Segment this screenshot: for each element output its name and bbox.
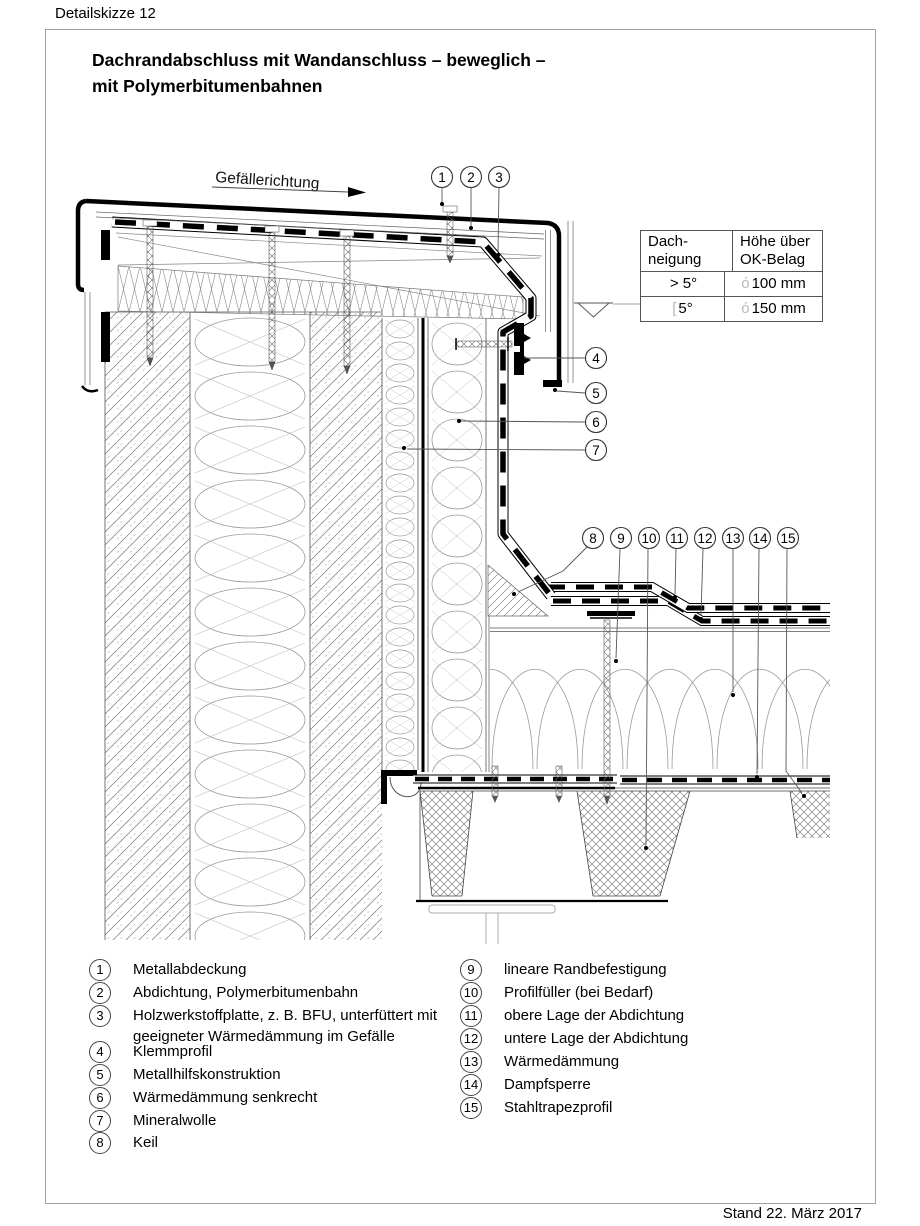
vertical-insulation bbox=[428, 318, 486, 772]
insulation-band-top bbox=[118, 266, 523, 319]
legend-label: untere Lage der Abdichtung bbox=[504, 1030, 689, 1047]
callout-dot bbox=[440, 202, 444, 206]
callout-number: 3 bbox=[495, 169, 503, 185]
legend-item-5 bbox=[89, 1064, 281, 1086]
callout-dot bbox=[802, 794, 806, 798]
table-header-row bbox=[641, 231, 822, 271]
callout-number: 12 bbox=[697, 530, 713, 546]
legend-number: 1 bbox=[89, 959, 111, 981]
legend-label: lineare Randbefestigung bbox=[504, 961, 667, 978]
callout-dot bbox=[673, 595, 677, 599]
mineral-wool-strip bbox=[382, 318, 418, 770]
legend-number: 6 bbox=[89, 1087, 111, 1109]
callout-number: 11 bbox=[669, 530, 685, 546]
legend-label: Profilfüller (bei Bedarf) bbox=[504, 984, 654, 1001]
callout-dot bbox=[520, 356, 524, 360]
steel-beam bbox=[429, 905, 555, 944]
callout-number: 8 bbox=[589, 530, 597, 546]
legend-number: 15 bbox=[460, 1097, 482, 1119]
legend-item-13 bbox=[460, 1051, 619, 1073]
title-line-2: mit Polymerbitumenbahnen bbox=[92, 76, 323, 96]
slope-direction-label: Gefällerichtung bbox=[214, 169, 320, 193]
callout-11 bbox=[667, 528, 688, 600]
legend-number: 12 bbox=[460, 1028, 482, 1050]
legend-label: Abdichtung, Polymerbitumenbahn bbox=[133, 984, 359, 1001]
legend-item-2 bbox=[89, 982, 358, 1004]
legend-item-11 bbox=[460, 1005, 684, 1027]
legend-number: 3 bbox=[89, 1005, 111, 1027]
legend-item-12 bbox=[460, 1028, 688, 1050]
legend-label-line2: geeigneter Wärmedämmung im Gefälle bbox=[133, 1028, 395, 1045]
callout-1 bbox=[432, 167, 453, 207]
legend-label: Klemmprofil bbox=[133, 1043, 213, 1060]
callout-number: 1 bbox=[438, 169, 446, 185]
callout-number: 13 bbox=[725, 530, 741, 546]
steel-trapezoidal-deck bbox=[416, 788, 830, 901]
legend-label: Metallhilfskonstruktion bbox=[133, 1066, 281, 1083]
callout-dot bbox=[512, 592, 516, 596]
legend-item-9 bbox=[460, 959, 667, 981]
edge-strip-screws bbox=[492, 766, 562, 803]
legend-label: Keil bbox=[133, 1134, 159, 1151]
callout-number: 9 bbox=[617, 530, 625, 546]
callout-dot bbox=[614, 659, 618, 663]
wall-cavity-insulation bbox=[190, 312, 310, 940]
legend-label: Holzwerkstoffplatte, z. B. BFU, unterfüttert mit geeigneter Wärmedämmung im Gefälle bbox=[133, 1007, 437, 1045]
table-cell-slope: > 5° bbox=[641, 272, 725, 296]
callout-dot bbox=[469, 226, 473, 230]
table-header-slope: Dach- neigung bbox=[641, 231, 733, 271]
legend-number: 10 bbox=[460, 982, 482, 1004]
legend-item-10 bbox=[460, 982, 653, 1004]
table-cell-height: ó 100 mm bbox=[741, 275, 806, 292]
legend-number: 5 bbox=[89, 1064, 111, 1086]
callout-dot bbox=[402, 446, 406, 450]
callout-dot bbox=[731, 693, 735, 697]
callout-number: 2 bbox=[467, 169, 475, 185]
legend-item-1 bbox=[89, 959, 246, 981]
table-cell-height: ó 150 mm bbox=[741, 300, 806, 317]
legend-label: Wärmedämmung senkrecht bbox=[133, 1089, 318, 1106]
callout-number: 4 bbox=[592, 350, 600, 366]
callout-number: 15 bbox=[780, 530, 796, 546]
callout-dot bbox=[644, 846, 648, 850]
level-marker bbox=[574, 303, 640, 317]
wall-inner-leaf bbox=[310, 312, 382, 940]
legend-label: Wärmedämmung bbox=[504, 1053, 620, 1070]
legend-number: 13 bbox=[460, 1051, 482, 1073]
callout-leader bbox=[557, 391, 585, 393]
legend-item-14 bbox=[460, 1074, 591, 1096]
callout-dot bbox=[553, 388, 557, 392]
legend-label: Metallabdeckung bbox=[133, 961, 247, 978]
callout-dot bbox=[496, 253, 500, 257]
callout-number: 14 bbox=[752, 530, 768, 546]
legend-number: 8 bbox=[89, 1132, 111, 1154]
callout-number: 6 bbox=[592, 414, 600, 430]
legend-item-6 bbox=[89, 1087, 317, 1109]
legend-number: 9 bbox=[460, 959, 482, 981]
callout-number: 10 bbox=[641, 530, 657, 546]
title-line-1: Dachrandabschluss mit Wandanschluss – beweglich – bbox=[92, 50, 546, 70]
slope-height-table bbox=[640, 230, 823, 322]
callout-number: 7 bbox=[592, 442, 600, 458]
legend-item-7 bbox=[89, 1110, 216, 1132]
callout-3 bbox=[489, 167, 510, 258]
table-row bbox=[641, 271, 822, 296]
legend-number: 4 bbox=[89, 1041, 111, 1063]
legend-item-15 bbox=[460, 1097, 612, 1119]
legend-number: 11 bbox=[460, 1005, 482, 1027]
callout-dot bbox=[699, 617, 703, 621]
table-row bbox=[641, 296, 822, 321]
callout-dot bbox=[457, 419, 461, 423]
slope-direction bbox=[212, 169, 366, 197]
legend-label: Mineralwolle bbox=[133, 1112, 217, 1129]
legend-item-4 bbox=[89, 1041, 212, 1063]
roof-field-insulation bbox=[489, 616, 830, 772]
slope-arrow-head bbox=[348, 187, 366, 197]
callout-4 bbox=[520, 348, 607, 369]
callout-leader bbox=[498, 188, 499, 252]
legend-number: 7 bbox=[89, 1110, 111, 1132]
legend-number: 14 bbox=[460, 1074, 482, 1096]
legend-label: Stahltrapezprofil bbox=[504, 1099, 613, 1116]
callout-leader bbox=[675, 549, 676, 594]
wall-outer-leaf bbox=[105, 312, 190, 940]
page-title bbox=[92, 47, 546, 99]
membrane-edge-strip bbox=[413, 779, 617, 788]
legend-label: obere Lage der Abdichtung bbox=[504, 1007, 685, 1024]
callout-number: 5 bbox=[592, 385, 600, 401]
legend-item-8 bbox=[89, 1132, 158, 1154]
table-cell-slope: [ 5° bbox=[641, 297, 725, 321]
table-header-height: Höhe über OK-Belag bbox=[740, 233, 811, 268]
legend-label: Dampfsperre bbox=[504, 1076, 591, 1093]
revision-date: Stand 22. März 2017 bbox=[722, 1205, 862, 1222]
sheet-number-label: Detailskizze 12 bbox=[55, 5, 156, 22]
legend-number: 2 bbox=[89, 982, 111, 1004]
callout-dot bbox=[755, 775, 759, 779]
